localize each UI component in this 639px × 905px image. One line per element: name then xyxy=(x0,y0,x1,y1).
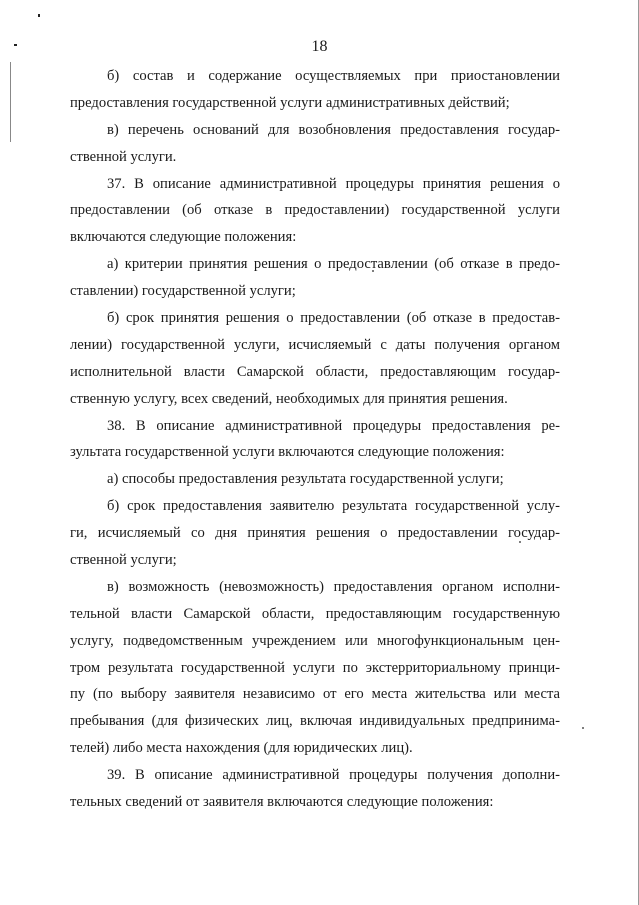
text-line: ственной услуги; xyxy=(70,552,177,569)
text-line: б) срок принятия решения о предоставлении (об отказе в предостав- xyxy=(107,310,560,327)
text-line: 38. В описание административной процедуры предоставления ре- xyxy=(107,417,560,434)
text-line: ственную услугу, всех сведений, необходимых для принятия решения. xyxy=(70,390,508,407)
text-line: в) возможность (невозможность) предоставления органом исполни- xyxy=(107,578,560,595)
text-line: телей) либо места нахождения (для юридических лиц). xyxy=(70,740,413,757)
text-line: ги, исчисляемый со дня принятия решения о предоставлении государ- xyxy=(70,525,560,542)
text-line: 37. В описание административной процедуры принятия решения о xyxy=(107,175,560,192)
text-line: 39. В описание административной процедуры получения дополни- xyxy=(107,767,560,784)
text-line: предоставлении (об отказе в предоставлении) государственной услуги xyxy=(70,202,560,219)
text-line: б) срок предоставления заявителю результата государственной услу- xyxy=(107,498,560,515)
text-line: пу (по выбору заявителя независимо от его места жительства или места xyxy=(70,686,560,703)
text-line: пребывания (для физических лиц, включая индивидуальных предпринима- xyxy=(70,713,560,730)
text-line: а) способы предоставления результата государственной услуги; xyxy=(107,471,504,488)
text-line: ставлении) государственной услуги; xyxy=(70,283,296,300)
text-line: зультата государственной услуги включаются следующие положения: xyxy=(70,444,505,461)
text-line: исполнительной власти Самарской области, предоставляющим государ- xyxy=(70,363,560,380)
scan-dust xyxy=(582,727,584,729)
text-line: тельной власти Самарской области, предоставляющим государственную xyxy=(70,605,560,622)
text-line: тельных сведений от заявителя включаются следующие положения: xyxy=(70,794,494,811)
document-body xyxy=(70,63,560,816)
text-line: а) критерии принятия решения о предоставлении (об отказе в предо- xyxy=(107,256,560,273)
text-line: ственной услуги. xyxy=(70,148,177,165)
page-number: 18 xyxy=(311,38,328,55)
text-line: предоставления государственной услуги административных действий; xyxy=(70,94,510,111)
text-line: услугу, подведомственным учреждением или многофункциональным цен- xyxy=(70,632,560,649)
text-line: тром результата государственной услуги по экстерриториальному принци- xyxy=(70,659,560,676)
scan-mark xyxy=(38,14,40,17)
text-line: включаются следующие положения: xyxy=(70,229,297,246)
text-line: лении) государственной услуги, исчисляемый с даты получения органом xyxy=(70,336,560,353)
text-line: б) состав и содержание осуществляемых при приостановлении xyxy=(107,68,560,84)
scan-mark xyxy=(10,62,11,142)
text-line: в) перечень оснований для возобновления предоставления государ- xyxy=(107,121,560,138)
